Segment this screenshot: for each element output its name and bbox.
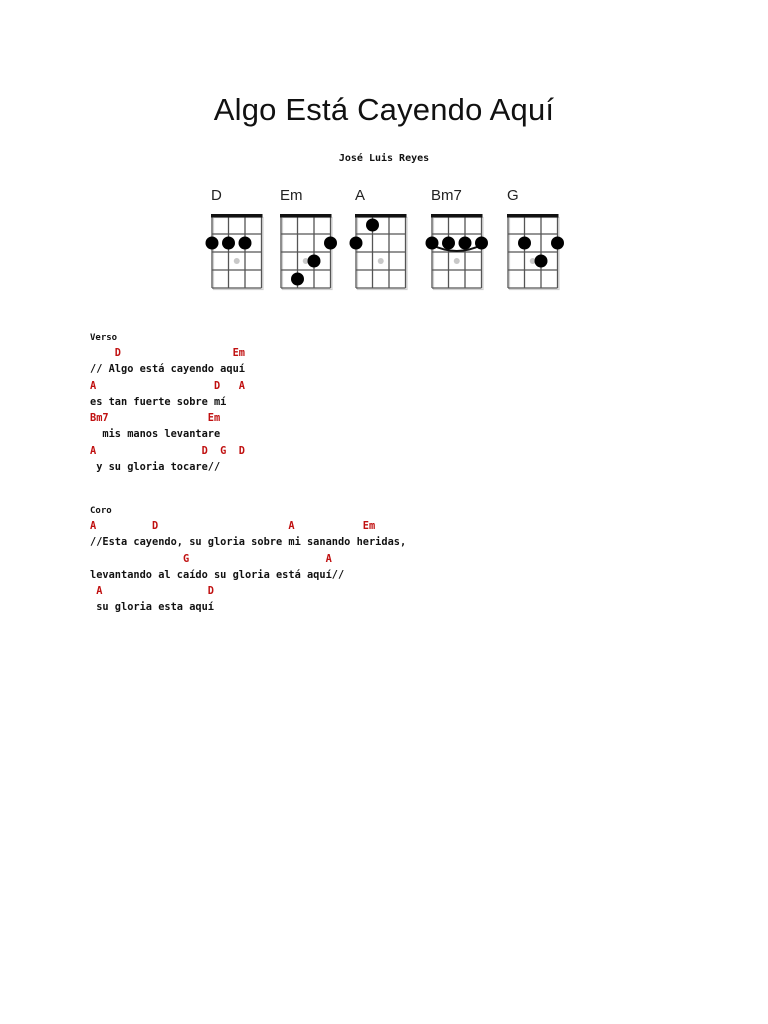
verse-label: Verso: [90, 333, 118, 343]
chord-a-fret-marker: [378, 258, 384, 264]
chorus-lyric-line: su gloria esta aquí: [90, 601, 214, 614]
verse-chord-line: D Em: [90, 347, 245, 359]
chord-d-fret-marker: [234, 258, 240, 264]
chord-em-nut: [280, 214, 332, 218]
chord-bm7-name: Bm7: [431, 187, 462, 204]
chord-d-grid-shadow: [214, 218, 264, 290]
verse-lyric-line: y su gloria tocare//: [90, 461, 221, 474]
chorus-lyric-line: levantando al caído su gloria está aquí//: [90, 568, 345, 581]
chord-d-name: D: [211, 187, 222, 204]
chord-d-finger-dot: [206, 237, 219, 250]
chord-bm7-finger-dot: [442, 237, 455, 250]
chord-d-nut: [211, 214, 263, 218]
chorus-chord-line: A D A Em: [90, 520, 376, 532]
verse-lyric-line: // Algo está cayendo aquí: [90, 363, 245, 376]
chorus-section: [90, 504, 406, 616]
chord-g-finger-dot: [535, 255, 548, 268]
chord-g-grid-shadow: [510, 218, 560, 290]
chord-d-finger-dot: [239, 237, 252, 250]
chord-bm7-finger-dot: [475, 237, 488, 250]
chord-g-finger-dot: [551, 237, 564, 250]
chord-bm7-grid-shadow: [434, 218, 484, 290]
chord-em-finger-dot: [324, 237, 337, 250]
chorus-label: Coro: [90, 506, 112, 516]
verse-chord-line: A D G D: [90, 444, 245, 457]
chord-diagrams-svg: [0, 180, 768, 295]
chorus-chord-line: G A: [90, 552, 332, 565]
song-title: Algo Está Cayendo Aquí: [213, 92, 555, 127]
verse-chord-line: A D A: [90, 379, 245, 392]
chord-em-grid-shadow: [283, 218, 333, 290]
chord-d-finger-dot: [222, 237, 235, 250]
chord-a-name: A: [355, 187, 366, 204]
chord-bm7-nut: [431, 214, 483, 218]
chord-g-nut: [507, 214, 559, 218]
verse-chord-line: Bm7 Em: [90, 412, 221, 425]
chord-bm7-fret-marker: [454, 258, 460, 264]
chord-em-finger-dot: [291, 273, 304, 286]
chord-diagrams: [0, 180, 768, 295]
chord-a-finger-dot: [366, 219, 379, 232]
song-artist: José Luis Reyes: [338, 153, 430, 164]
chorus-chord-line: A D: [90, 585, 214, 598]
chord-a-grid-shadow: [358, 218, 408, 290]
chord-em-name: Em: [280, 187, 303, 204]
verse-lyric-line: mis manos levantare: [90, 428, 221, 441]
chord-g-name: G: [507, 187, 519, 204]
chorus-lyric-line: //Esta cayendo, su gloria sobre mi sanando heridas,: [90, 536, 407, 549]
chord-bm7-finger-dot: [426, 237, 439, 250]
verse-lyric-line: es tan fuerte sobre mí: [90, 395, 227, 408]
verse-section: [90, 331, 245, 475]
chord-a-finger-dot: [350, 237, 363, 250]
chord-em-finger-dot: [308, 255, 321, 268]
chord-bm7-finger-dot: [459, 237, 472, 250]
chord-g-finger-dot: [518, 237, 531, 250]
chord-bm7-barre: [432, 245, 482, 251]
chord-a-nut: [355, 214, 407, 218]
